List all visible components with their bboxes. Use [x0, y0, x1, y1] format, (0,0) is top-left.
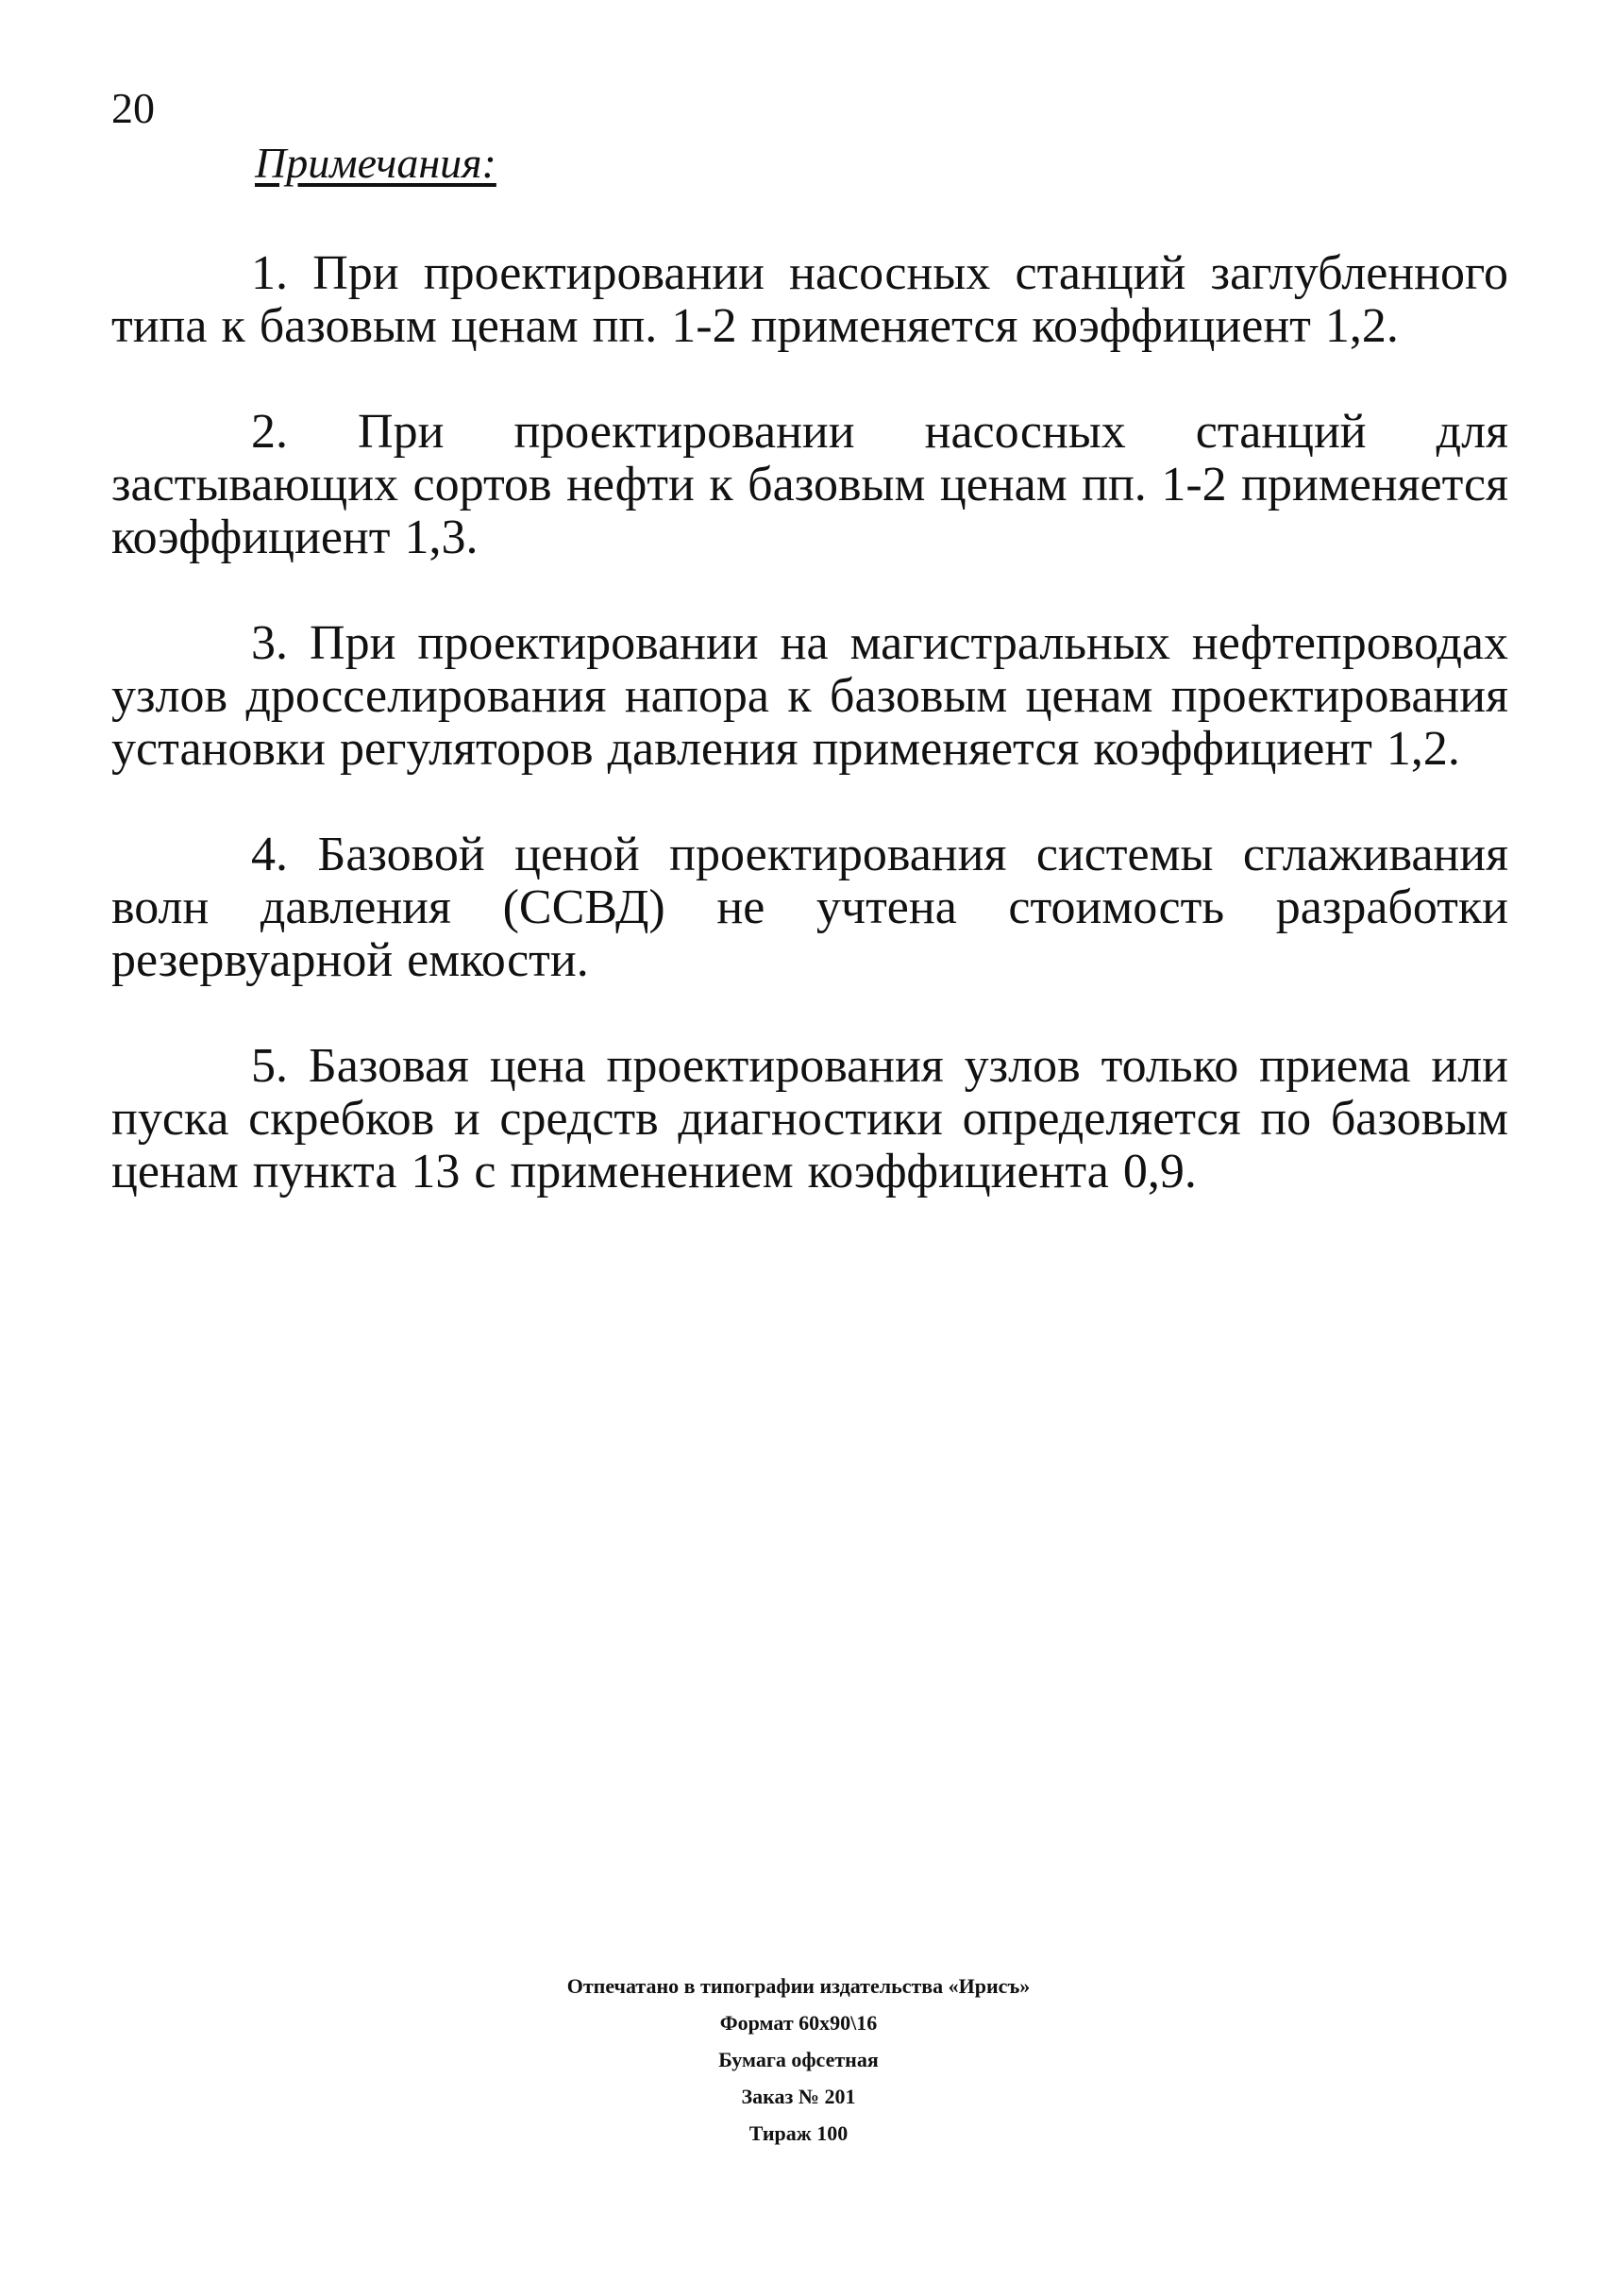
note-item: 1. При проектировании насосных станций заглубленного типа к базовым ценам пп. 1-2 применяется коэффициент 1,2.: [111, 246, 1508, 353]
note-item: 4. Базовой ценой проектирования системы сглаживания волн давления (ССВД) не учтена стоимость разработки резервуарной емкости.: [111, 828, 1508, 987]
imprint-order: Заказ № 201: [741, 2085, 856, 2108]
page-number: 20: [111, 84, 155, 132]
imprint-print-run: Тираж 100: [748, 2121, 849, 2145]
note-item: 3. При проектировании на магистральных нефтепроводах узлов дросселирования напора к базовым ценам проектирования установки регуляторов давления применяется коэффициент 1,2.: [111, 616, 1508, 776]
imprint-paper: Бумага офсетная: [718, 2048, 879, 2071]
note-item: 2. При проектировании насосных станций для застывающих сортов нефти к базовым ценам пп. 1-2 применяется коэффициент 1,3.: [111, 405, 1508, 564]
notes-heading: Примечания:: [255, 139, 496, 187]
note-item: 5. Базовая цена проектирования узлов только приема или пуска скребков и средств диагностики определяется по базовым ценам пункта 13 с применением коэффициента 0,9.: [111, 1039, 1508, 1198]
imprint-printed-by: Отпечатано в типографии издательства «Ирисъ»: [566, 1974, 1031, 1998]
imprint-format: Формат 60x90\16: [719, 2011, 878, 2035]
imprint-block: [0, 1968, 1597, 2152]
notes-list: [111, 247, 1508, 1251]
